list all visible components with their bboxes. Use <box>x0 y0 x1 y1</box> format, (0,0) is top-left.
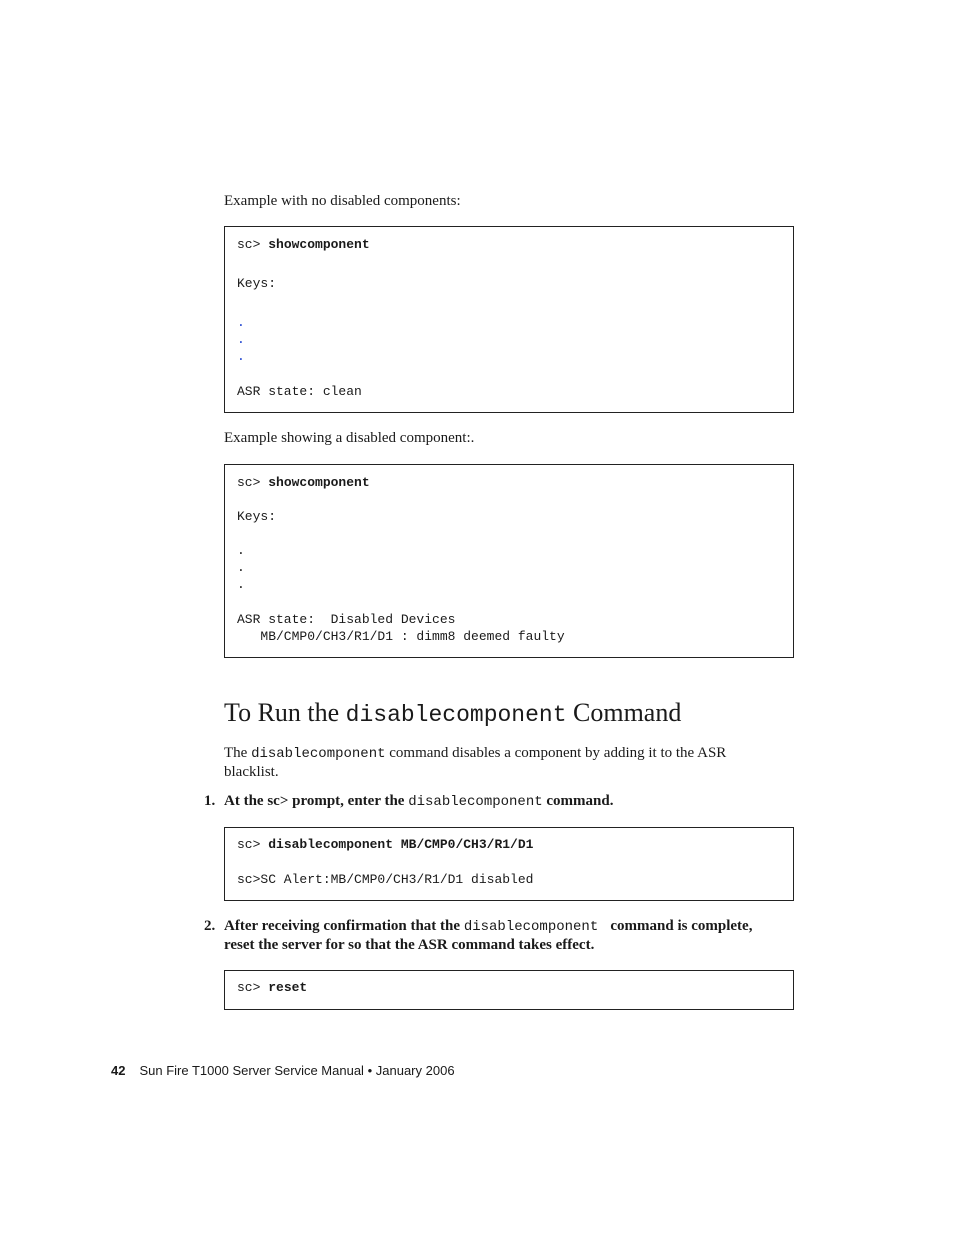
command-line <box>237 980 307 996</box>
ellipsis-dot: . <box>237 332 245 347</box>
step-number: 1. <box>204 793 216 809</box>
prompt-text: sc> <box>237 980 269 995</box>
command-text: showcomponent <box>268 237 370 252</box>
code-box-disable-command <box>224 827 794 901</box>
command-line <box>237 837 533 853</box>
step-2 <box>204 917 804 954</box>
command-line <box>237 237 370 253</box>
heading-code: disablecomponent <box>345 702 567 728</box>
ellipsis-dot: . <box>237 543 245 558</box>
page-footer <box>111 1063 455 1078</box>
device-line: MB/CMP0/CH3/R1/D1 : dimm8 deemed faulty <box>237 629 565 644</box>
step-text-line2: reset the server for so that the ASR command takes effect. <box>224 937 595 953</box>
keys-line: Keys: <box>237 509 277 524</box>
step-text: After receiving confirmation that the <box>224 918 464 934</box>
manual-title: Sun Fire T1000 Server Service Manual <box>139 1063 364 1078</box>
section-heading <box>224 696 681 732</box>
command-line <box>237 475 370 491</box>
heading-pre: To Run the <box>224 698 346 727</box>
command-text: showcomponent <box>268 475 370 490</box>
heading-post: Command <box>566 698 682 727</box>
desc-pre: The <box>224 745 252 761</box>
ellipsis-dot: . <box>237 577 245 592</box>
ellipsis-dot: . <box>237 560 245 575</box>
step-1 <box>204 792 613 811</box>
step-code: disablecomponent <box>408 794 543 810</box>
code-box-disabled <box>224 464 794 658</box>
step-text: command is complete, <box>606 918 753 934</box>
step-text: At the sc> prompt, enter the <box>224 793 409 809</box>
code-box-no-disabled <box>224 226 794 413</box>
prompt-text: sc> <box>237 237 269 252</box>
intro-no-disabled: Example with no disabled components: <box>224 193 461 209</box>
command-text: disablecomponent MB/CMP0/CH3/R1/D1 <box>268 837 534 852</box>
step-text: command. <box>542 793 614 809</box>
ellipsis-dot: . <box>237 349 245 364</box>
prompt-text: sc> <box>237 837 269 852</box>
section-description <box>224 744 794 781</box>
footer-bullet: • <box>367 1063 373 1078</box>
prompt-text: sc> <box>237 475 269 490</box>
step-number: 2. <box>204 918 216 934</box>
asr-state-line: ASR state: Disabled Devices <box>237 612 456 627</box>
step-code: disablecomponent <box>463 919 607 935</box>
page-number: 42 <box>111 1063 126 1078</box>
code-box-reset <box>224 970 794 1010</box>
desc-post: command disables a component by adding it to the ASR <box>385 745 727 761</box>
desc-line2: blacklist. <box>224 764 279 780</box>
ellipsis-dot: . <box>237 315 245 330</box>
command-text: reset <box>268 980 308 995</box>
desc-code: disablecomponent <box>251 746 386 762</box>
keys-line: Keys: <box>237 276 277 291</box>
publication-date: January 2006 <box>375 1063 455 1078</box>
alert-line: sc>SC Alert:MB/CMP0/CH3/R1/D1 disabled <box>237 872 534 887</box>
asr-state-line: ASR state: clean <box>237 384 362 399</box>
intro-disabled: Example showing a disabled component:. <box>224 430 475 446</box>
